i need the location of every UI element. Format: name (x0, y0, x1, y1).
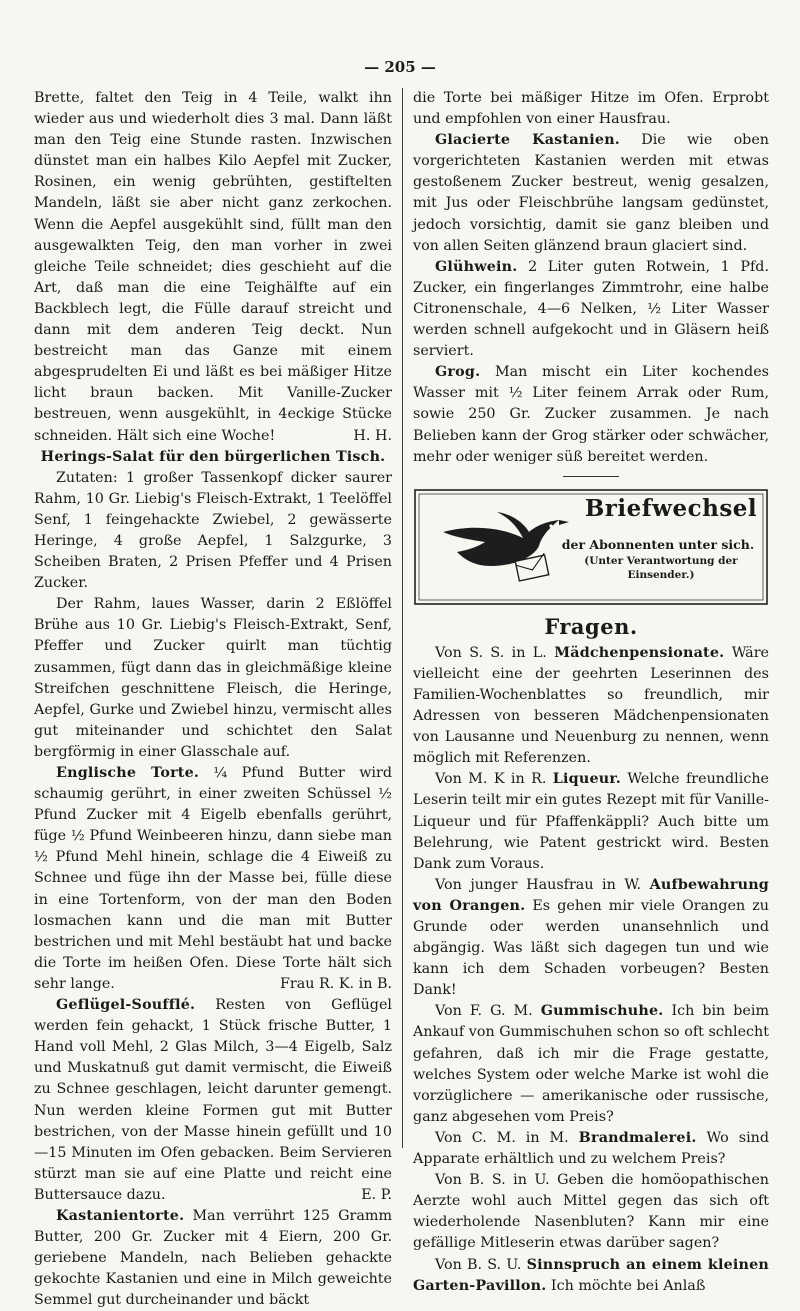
column-divider (402, 88, 403, 1148)
question-author: Von B. S. U. (435, 1256, 522, 1273)
question-topic: Brandmalerei. (578, 1129, 697, 1146)
question-topic: Gummischuhe. (540, 1003, 664, 1020)
signature: E. P. (361, 1186, 392, 1203)
recipe-title: Glacierte Kastanien. (435, 132, 620, 149)
recipe-instructions: Der Rahm, laues Wasser, darin 2 Eßlöffel Brühe aus 10 Gr. Liebig's Fleisch-Extrakt, Senf, Pfeffer und Zucker quirlt man tüchtig zusammen, fügt dann das in gleichmäßige kleine Streifchen geschnittene Fleisch, die Heringe, Aepfel, Gurke und Zwiebel hinzu, vermischt alles gut miteinander und schichtet den Salat bergförmig in einer Glasschale auf. (34, 596, 392, 760)
recipe-grog (413, 362, 769, 467)
question-topic: Liqueur. (552, 771, 621, 788)
question-text: Wo sind Apparate erhältlich und zu welchem Preis? (413, 1129, 769, 1168)
banner-note: (Unter Verantwortung der Einsender.) (584, 554, 738, 581)
recipe-ingredients: Zutaten: 1 großer Tassenkopf dicker saurer Rahm, 10 Gr. Liebig's Fleisch-Extrakt, 1 Teelöffel Senf, 1 feingehackte Zwiebel, 2 gewässerte Heringe, 4 große Aepfel, 1 Salzgurke, 3 Scheiben Braten, 2 Prisen Pfeffer und 4 Prisen Zucker. (34, 469, 392, 592)
question-item (413, 1170, 769, 1254)
recipe-text: Man mischt ein Liter kochendes Wasser mit ½ Liter feinem Arrak oder Rum, sowie 250 Gr. Zucker zusammen. Je nach Belieben kann der Grog stärker oder schwächer, mehr oder weniger süß bereitet werden. (413, 364, 769, 465)
question-text: Wäre vielleicht eine der geehrten Leserinnen des Familien-Wochenblattes so freundlich, mir Adressen von besseren Mädchenpensionaten von Lausanne und Neuenburg zu nennen, wenn möglich mit Referenzen. (413, 644, 770, 767)
recipe-text: ¼ Pfund Butter wird schaumig gerührt, in einer zweiten Schüssel ½ Pfund Zucker mit 4 Eigelb ebenfalls gerührt, füge ½ Pfund Weinbeeren hinzu, dann siebe man ½ Pfund Mehl hinein, schlage die 4 Eiweiß zu Schnee und füge ihn der Masse bei, fülle diese in eine Tortenform, von der man den Boden losmachen kann und die man mit Butter bestrichen und mit Mehl bestäubt hat und backe die Torte im heißen Ofen. Diese Torte hält sich sehr lange. (34, 765, 392, 992)
paragraph-apfelkuchen (34, 88, 392, 447)
section-separator (563, 476, 619, 477)
question-author: Von C. M. in M. (435, 1129, 569, 1146)
question-item (413, 769, 769, 874)
recipe-title: Kastanientorte. (56, 1207, 185, 1224)
banner-subtitle: der Abonnenten unter sich. (561, 536, 755, 552)
question-text: Geben die homöopathischen Aerzte wohl auch Mittel gegen das sich oft wiederholende Nasenbluten? Kann mir eine gefällige Mitleserin etwas darüber sagen? (413, 1172, 769, 1252)
left-column (34, 88, 392, 1311)
question-text: Ich möchte bei Anlaß (550, 1277, 706, 1294)
question-text: Ich bin beim Ankauf von Gummischuhen schon so oft schlecht gefahren, daß ich mir die Frage gestatte, welches System oder welche Marke ist wohl die vorzüglichere — amerikanische oder russische, ganz abgesehen vom Preis? (413, 1003, 769, 1125)
recipe-text: Die wie oben vorgerichteten Kastanien werden mit etwas gestoßenem Zucker bestreut, wenig gesalzen, mit Jus oder Fleischbrühe langsam gedünstet, jedoch vorsichtig, damit sie ganz bleiben und von allen Seiten glänzend braun glaciert sind. (413, 132, 770, 254)
question-author: Von S. S. in L. (435, 644, 547, 661)
question-item (413, 1128, 769, 1170)
question-author: Von M. K in R. (435, 771, 547, 788)
recipe-title: Englische Torte. (56, 765, 200, 781)
question-item (413, 875, 769, 1002)
recipe-gefluegel-souffle (34, 995, 392, 1206)
question-text: Es gehen mir viele Orangen zu Grunde oder werden unansehnlich und abgängig. Was läßt sich dagegen tun und wie kann ich dem Schaden vorbeugen? Besten Dank! (413, 897, 769, 999)
dove-with-letter-icon (443, 512, 569, 581)
paragraph-text: Brette, faltet den Teig in 4 Teile, walkt ihn wieder aus und wiederholt dies 3 mal. Dann läßt man den Teig eine Stunde rasten. Inzwischen dünstet man ein halbes Kilo Aepfel mit Zucker, Rosinen, ein wenig gebrühten, gestiftelten Mandeln, läßt sie aber nicht ganz zerkochen. Wenn die Aepfel ausgekühlt sind, füllt man den ausgewalkten Teig, den man vorher in zwei gleiche Teile schneidet; dies geschieht auf die Art, daß man die eine Teighälfte auf ein Backblech legt, die Fülle darauf streicht und dann mit dem anderen Teig deckt. Nun bestreicht man das Ganze mit einem abgesprudelten Ei und läßt es bei mäßiger Hitze licht braun backen. Mit Vanille-Zucker bestreuen, wenn ausgekühlt, in 4eckige Stücke schneiden. Hält sich eine Woche! (34, 90, 392, 444)
question-author: Von F. G. M. (435, 1003, 533, 1020)
recipe-gluehwein (413, 257, 769, 362)
recipe-text: 2 Liter guten Rotwein, 1 Pfd. Zucker, ein fingerlanges Zimmtrohr, eine halbe Citronenschale, 4—6 Nelken, ½ Liter Wasser werden schnell aufgekocht und in Gläsern heiß serviert. (413, 258, 769, 360)
question-topic: Aufbewahrung von Orangen. (413, 876, 770, 914)
signature: Frau R. K. in B. (279, 975, 392, 992)
page-number: — 205 — (364, 58, 436, 76)
question-author: Von B. S. in U. (435, 1172, 550, 1189)
recipe-title: Glühwein. (435, 258, 518, 275)
section-heading-fragen: Fragen. (544, 613, 638, 639)
recipe-glacierte-kastanien (413, 130, 769, 257)
question-topic: Mädchenpensionate. (554, 644, 725, 661)
question-item (413, 1001, 769, 1128)
question-topic: Sinnspruch an einem kleinen Garten-Pavillon. (413, 1256, 770, 1294)
recipe-title: Grog. (435, 364, 481, 381)
paragraph-continuation: die Torte bei mäßiger Hitze im Ofen. Erprobt und empfohlen von einer Hausfrau. (413, 90, 769, 128)
question-text: Welche freundliche Leserin teilt mir ein gutes Rezept mit für Vanille-Liqueur und für Pfaffenkäppli? Auch bitte um Belehrung, wie Patent gestrickt wird. Besten Dank zum Voraus. (413, 771, 770, 872)
recipe-englische-torte (34, 763, 392, 995)
question-item (413, 643, 769, 770)
recipe-kastanientorte (34, 1206, 392, 1311)
question-item (413, 1255, 769, 1297)
recipe-text: Resten von Geflügel werden fein gehackt, 1 Stück frische Butter, 1 Hand voll Mehl, 2 Glas Milch, 3—4 Eigelb, Salz und Muskatnuß gut damit vermischt, die Eiweiß zu Schnee geschlagen, leicht darunter gemengt. Nun werden kleine Formen gut mit Butter bestrichen, von der Masse hinein gefüllt und 10—15 Minuten im Ofen gebacken. Beim Servieren stürzt man sie auf eine Platte und reicht eine Buttersauce dazu. (34, 997, 392, 1203)
recipe-title: Geflügel-Soufflé. (56, 997, 196, 1014)
recipe-text: Man verrührt 125 Gramm Butter, 200 Gr. Zucker mit 4 Eiern, 200 Gr. geriebene Mandeln, nach Belieben gehackte gekochte Kastanien und eine in Milch geweichte Semmel gut durcheinander und bäckt (34, 1207, 393, 1309)
briefwechsel-banner (413, 488, 769, 606)
recipe-title-herings-salat: Herings-Salat für den bürgerlichen Tisch. (40, 448, 386, 465)
signature: H. H. (353, 427, 392, 444)
right-column (413, 88, 769, 1297)
question-author: Von junger Hausfrau in W. (435, 876, 642, 893)
banner-title: Briefwechsel (584, 494, 758, 522)
